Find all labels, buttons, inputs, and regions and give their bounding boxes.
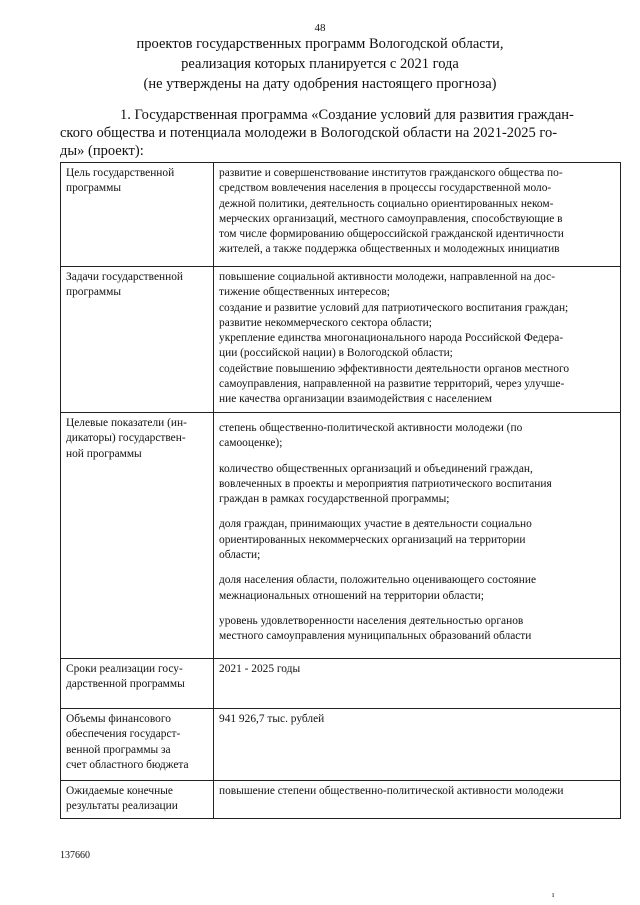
footer-document-code: 137660 <box>60 850 90 861</box>
table-row-timeline <box>61 659 621 709</box>
program-passport-table <box>60 162 621 819</box>
goal-text: развитие и совершенствование институтов гражданского общества по- средством вовлечения населения в процессы государственной моло- дежной политики, деятельность социально ориентированных неком- мерческих организаций, местного самоуправления, способствующие в том числе формированию общероссийской гражданской идентичности жителей, а также поддержка общественных и молодежных инициатив <box>219 167 564 256</box>
row-label <box>61 267 214 413</box>
document-heading <box>0 34 640 94</box>
table-row-funding <box>61 709 621 781</box>
row-label <box>61 781 214 819</box>
indicator-item: степень общественно-политической активности молодежи (по самооценке); <box>219 422 523 450</box>
scan-edge-mark: ı <box>552 890 555 899</box>
table-row-tasks <box>61 267 621 413</box>
indicator-item: количество общественных организаций и объединений граждан, вовлеченных в проекты и мероприятия патриотического воспитания граждан в рамках государственной программы; <box>219 462 552 506</box>
indicator-item: доля граждан, принимающих участие в деятельности социально ориентированных некоммерческих организаций на территории области; <box>219 518 532 562</box>
page-number: 48 <box>314 22 326 34</box>
results-label: Ожидаемые конечные результаты реализации <box>66 785 178 813</box>
heading-line: реализация которых планируется с 2021 года <box>181 56 459 72</box>
heading-line: проектов государственных программ Вологодской области, <box>136 36 504 52</box>
row-label <box>61 413 214 659</box>
funding-label: Объемы финансового обеспечения государст- венной программы за счет областного бюджета <box>66 713 189 771</box>
program-title <box>60 106 605 160</box>
row-content <box>214 163 621 267</box>
goal-label: Цель государственной программы <box>66 167 175 195</box>
row-content <box>214 781 621 819</box>
row-label <box>61 163 214 267</box>
table-row-goal <box>61 163 621 267</box>
program-title-line: 1. Государственная программа «Создание условий для развития граждан- <box>120 107 574 123</box>
row-label <box>61 659 214 709</box>
row-label <box>61 709 214 781</box>
indicator-item: уровень удовлетворенности населения деятельностью органов местного самоуправления муниципальных образований области <box>219 614 532 643</box>
timeline-label: Сроки реализации госу- дарственной программы <box>66 663 185 691</box>
indicator-item: доля населения области, положительно оценивающего состояние межнациональных отношений на территории области; <box>219 574 537 602</box>
row-content <box>214 413 621 659</box>
indicators-label: Целевые показатели (ин- дикаторы) государствен- ной программы <box>66 417 187 460</box>
tasks-text: повышение социальной активности молодежи, направленной на дос- тижение общественных интересов; создание и развитие условий для патриотического воспитания граждан; развитие некоммерческого сектора области; укрепление единства многонационального народа Российской Федера- ции (российской нации) в Вологодской области; содействие повышению эффективности деятельности органов местного самоуправления, направленной на развитие территорий, через улучше- ние качества организации взаимодействия с населением <box>219 271 570 406</box>
results-text: повышение степени общественно-политической активности молодежи <box>219 785 564 797</box>
heading-line: (не утверждены на дату одобрения настоящего прогноза) <box>143 76 497 92</box>
table-row-results <box>61 781 621 819</box>
table-row-indicators <box>61 413 621 659</box>
program-title-line: ского общества и потенциала молодежи в Вологодской области на 2021-2025 го- <box>60 125 558 141</box>
timeline-text: 2021 - 2025 годы <box>219 663 301 675</box>
row-content <box>214 709 621 781</box>
tasks-label: Задачи государственной программы <box>66 271 184 299</box>
funding-text: 941 926,7 тыс. рублей <box>219 713 325 725</box>
row-content <box>214 659 621 709</box>
row-content <box>214 267 621 413</box>
program-title-line: ды» (проект): <box>60 143 144 159</box>
